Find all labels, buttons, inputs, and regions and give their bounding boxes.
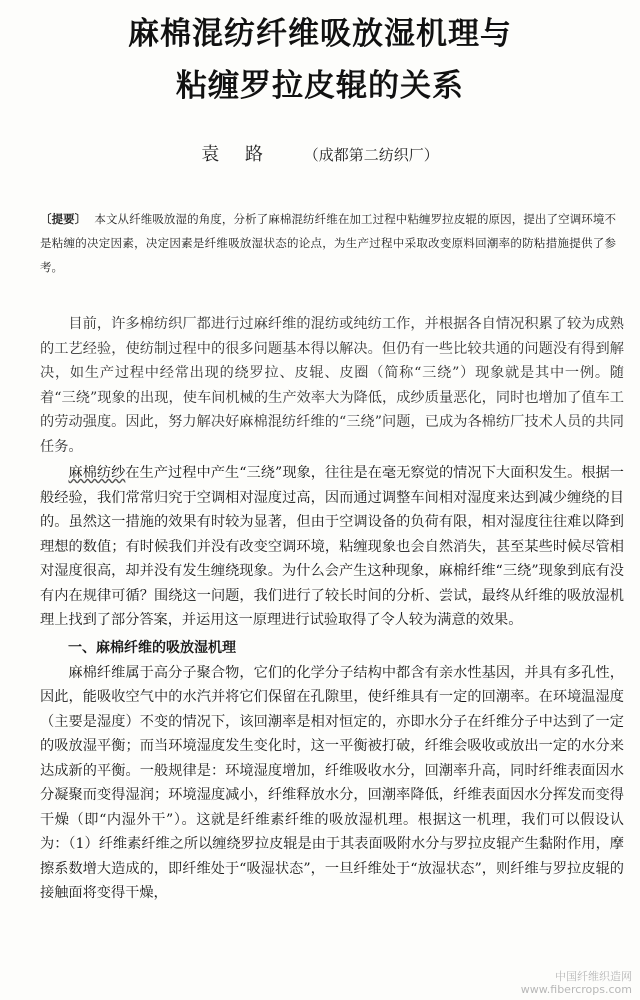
section-heading-1: 一、麻棉纤维的吸放湿机理 xyxy=(68,639,236,656)
author-byline xyxy=(0,140,640,166)
article-title xyxy=(0,8,640,112)
paragraph-problem-text: 在生产过程中产生“三绕”现象，往往是在毫无察觉的情况下大面积发生。根据一般经验，我们常常归究于空调相对湿度过高，因而通过调整车间相对湿度来达到减少缠绕的目的。虽然这一措施的效果有时较为显著，但由于空调设备的负荷有限，相对湿度往往难以降到理想的数值；有时候我们并没有改变空调环境，粘缠现象也会自然消失，甚至某些时候尽管相对湿度很高，却并没有发生缠绕现象。为什么会产生这种现象，麻棉纤维“三绕”现象到底有没有内在规律可循？围绕这一问题，我们进行了较长时间的分析、尝试，最终从纤维的吸放湿机理上找到了部分答案，并运用这一原理进行试验取得了令人较为满意的效果。 xyxy=(40,465,624,628)
abstract xyxy=(40,207,616,279)
paragraph-problem xyxy=(40,461,624,633)
underlined-phrase: 麻棉纺纱 xyxy=(68,465,126,481)
article-body xyxy=(40,312,624,906)
author-name: 袁 路 xyxy=(201,144,273,165)
watermark-line-2: www.fibercrops.com xyxy=(520,983,632,996)
title-line-2: 粘缠罗拉皮辊的关系 xyxy=(176,68,464,104)
paragraph-intro: 目前，许多棉纺织厂都进行过麻纤维的混纺或纯纺工作，并根据各自情况积累了较为成熟的工艺经验，使纺制过程中的很多问题基本得以解决。但仍有一些比较共通的问题没有得到解决，如生产过程中经常出现的绕罗拉、皮辊、皮圈（简称“三绕”）现象就是其中一例。随着“三绕”现象的出现，使车间机械的生产效率大为降低，成纱质量恶化，同时也增加了值车工的劳动强度。因此，努力解决好麻棉混纺纤维的“三绕”问题，已成为各棉纺厂技术人员的共同任务。 xyxy=(40,316,624,455)
watermark-line-1: 中国纤维织造网 xyxy=(555,970,632,983)
site-watermark xyxy=(521,970,632,996)
paragraph-mechanism: 麻棉纤维属于高分子聚合物，它们的化学分子结构中都含有亲水性基因，并具有多孔性，因此，能吸收空气中的水汽并将它们保留在孔隙里，使纤维具有一定的回潮率。在环境温湿度（主要是湿度）不变的情况下，该回潮率是相对恒定的，亦即水分子在纤维分子中达到了一定的吸放湿平衡；而当环境湿度发生变化时，这一平衡被打破，纤维会吸收或放出一定的水分来达成新的平衡。一般规律是：环境湿度增加，纤维吸收水分，回潮率升高，同时纤维表面因水分凝聚而变得湿润；环境湿度减小，纤维释放水分，回潮率降低，纤维表面因水分挥发而变得干燥（即“内湿外干”）。这就是纤维素纤维的吸放湿机理。根据这一机理，我们可以假设认为：（1）纤维素纤维之所以缠绕罗拉皮辊是由于其表面吸附水分与罗拉皮辊产生黏附作用，摩擦系数增大造成的，即纤维处于“吸湿状态”，一旦纤维处于“放湿状态”，则纤维与罗拉皮辊的接触面将变得干燥， xyxy=(40,664,624,901)
abstract-label: 〔提要〕 xyxy=(40,212,87,226)
abstract-text: 本文从纤维吸放湿的角度，分析了麻棉混纺纤维在加工过程中粘缠罗拉皮辊的原因，提出了空调环境不是粘缠的决定因素，决定因素是纤维吸放湿状态的论点，为生产过程中采取改变原料回潮率的防粘措施提供了参考。 xyxy=(40,212,616,274)
author-affiliation: （成都第二纺织厂） xyxy=(303,146,439,164)
title-line-1: 麻棉混纺纤维吸放湿机理与 xyxy=(128,16,512,52)
